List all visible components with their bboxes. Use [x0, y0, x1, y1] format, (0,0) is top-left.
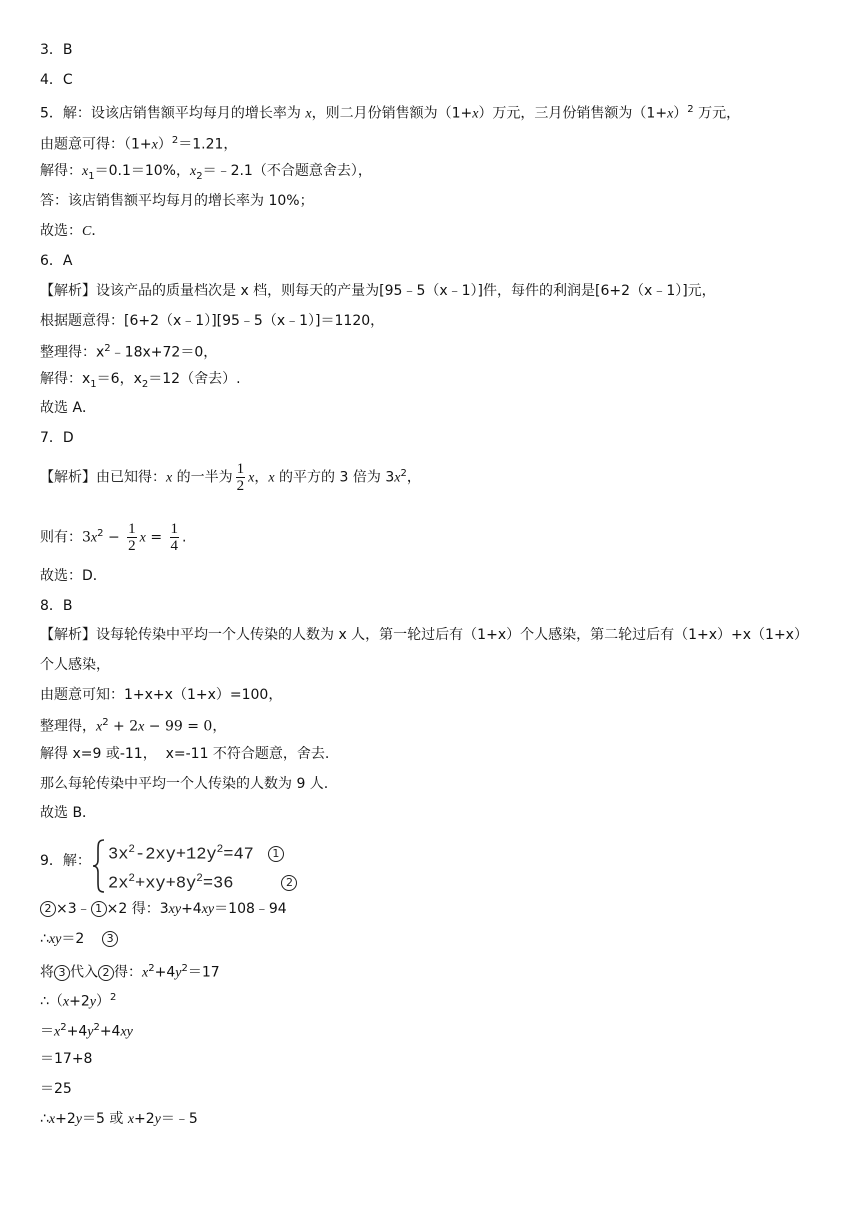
answer-7-line-2: 则有：$3x^2$ − $\frac{1}{2}$ x = $\frac{1}{4}$ .	[40, 521, 187, 555]
answer-9-line-2: ∴xy＝2 3	[40, 930, 118, 949]
answer-5-line-1: 5．解：设该店销售额平均每月的增长率为 x，则二月份销售额为（1+x）万元，三月份销售额为$(1+x)^2$ 万元，	[40, 104, 741, 122]
answer-6-line-2: 根据题意得：[6+2（x﹣1）][95﹣5（x﹣1）]＝1120，	[40, 313, 385, 329]
equation-2: $2x^2+xy+8y^2=36$ 2	[108, 869, 368, 895]
answer-3	[40, 41, 73, 59]
answer-8-line-6: 那么每轮传染中平均一个人传染的人数为 9 人.	[40, 776, 329, 792]
circled-2-marker: 2	[40, 901, 56, 917]
answer-7: 7．D	[40, 430, 74, 446]
answer-6: 6．A	[40, 253, 73, 269]
answer-9-line-1: 2 ×3﹣ 1 ×2 得：3xy+4xy＝108﹣94	[40, 900, 287, 919]
answer-6-line-1: 【解析】设该产品的质量档次是 x 档，则每天的产量为[95﹣5（x﹣1）]件，每件的利润是[6+2（x﹣1）]元，	[40, 283, 716, 299]
answer-8-line-7: 故选 B．	[40, 805, 97, 821]
answer-7-line-3: 故选：D．	[40, 568, 107, 584]
answer-6-line-5: 故选 A．	[40, 400, 97, 416]
answer-9-line-3: 将 3 代入 2 得：$x^2+4y^2=17$	[40, 963, 220, 981]
answer-8: 8．B	[40, 598, 73, 614]
answer-9-line-8: ∴x+2y＝5 或 x+2y＝﹣5	[40, 1111, 198, 1127]
circled-1-marker: 1	[91, 901, 107, 917]
answer-9-line-4: $\therefore(x+2y)^2$	[40, 992, 117, 1010]
fraction-one-half: $\frac{1}{2}$	[128, 521, 136, 555]
answer-8-line-5: 解得 x=9 或-11， x=-11 不符合题意，舍去.	[40, 746, 330, 762]
answer-6-line-4: 解得：$x_1=6$，$x_2=12$（舍去）.	[40, 371, 241, 390]
answer-9-line-5: $=x^2+4y^2+4xy$	[40, 1022, 133, 1040]
answer-4	[40, 71, 73, 89]
circled-3-marker: 3	[54, 965, 70, 981]
answer-9-line-7: ＝25	[40, 1081, 72, 1097]
answer-8-line-3: 由题意可知：1+x+x（1+x）=100，	[40, 687, 283, 703]
answer-6-line-3: 整理得：$x^2﹣18x+72=0$，	[40, 343, 218, 361]
answer-5-line-2: 由题意可得：$(1+x)^2=1.21$，	[40, 135, 238, 153]
answer-8-line-2: 个人感染，	[40, 657, 110, 673]
answer-7-line-1: 【解析】由已知得：x 的一半为 $\frac{1}{2}$ x，x 的平方的 3 倍为 $3x^2$，	[40, 461, 421, 495]
answer-3-text: 3．B	[40, 42, 73, 58]
circled-3-marker: 3	[102, 931, 118, 947]
answer-4-text: 4．C	[40, 72, 73, 88]
circled-1-marker: 1	[268, 846, 284, 862]
circled-2-marker: 2	[281, 875, 297, 891]
answer-9-label: 9．解：	[40, 853, 91, 869]
fraction-one-quarter: $\frac{1}{4}$	[170, 521, 179, 555]
answer-5-line-3: 解得：$x_1=0.1=10\%$，$x_2=﹣2.1$（不合题意舍去），	[40, 163, 372, 182]
left-brace-icon	[92, 838, 106, 894]
circled-2-marker: 2	[98, 965, 114, 981]
answer-5-line-5: 故选：C．	[40, 223, 106, 239]
fraction-one-half: $\frac{1}{2}$	[236, 461, 245, 495]
answer-5-line-4: 答：该店销售额平均每月的增长率为 10%；	[40, 193, 314, 209]
answer-8-line-4: 整理得，$x^2 + 2x - 99 = 0$，	[40, 717, 227, 735]
equation-1: $3x^2-2xy+12y^2=47$ 1	[108, 840, 368, 866]
answer-8-line-1: 【解析】设每轮传染中平均一个人传染的人数为 x 人，第一轮过后有（1+x）个人感染，第二轮过后有（1+x）+x（1+x）	[40, 627, 808, 643]
answer-9-line-6: ＝17+8	[40, 1051, 93, 1067]
